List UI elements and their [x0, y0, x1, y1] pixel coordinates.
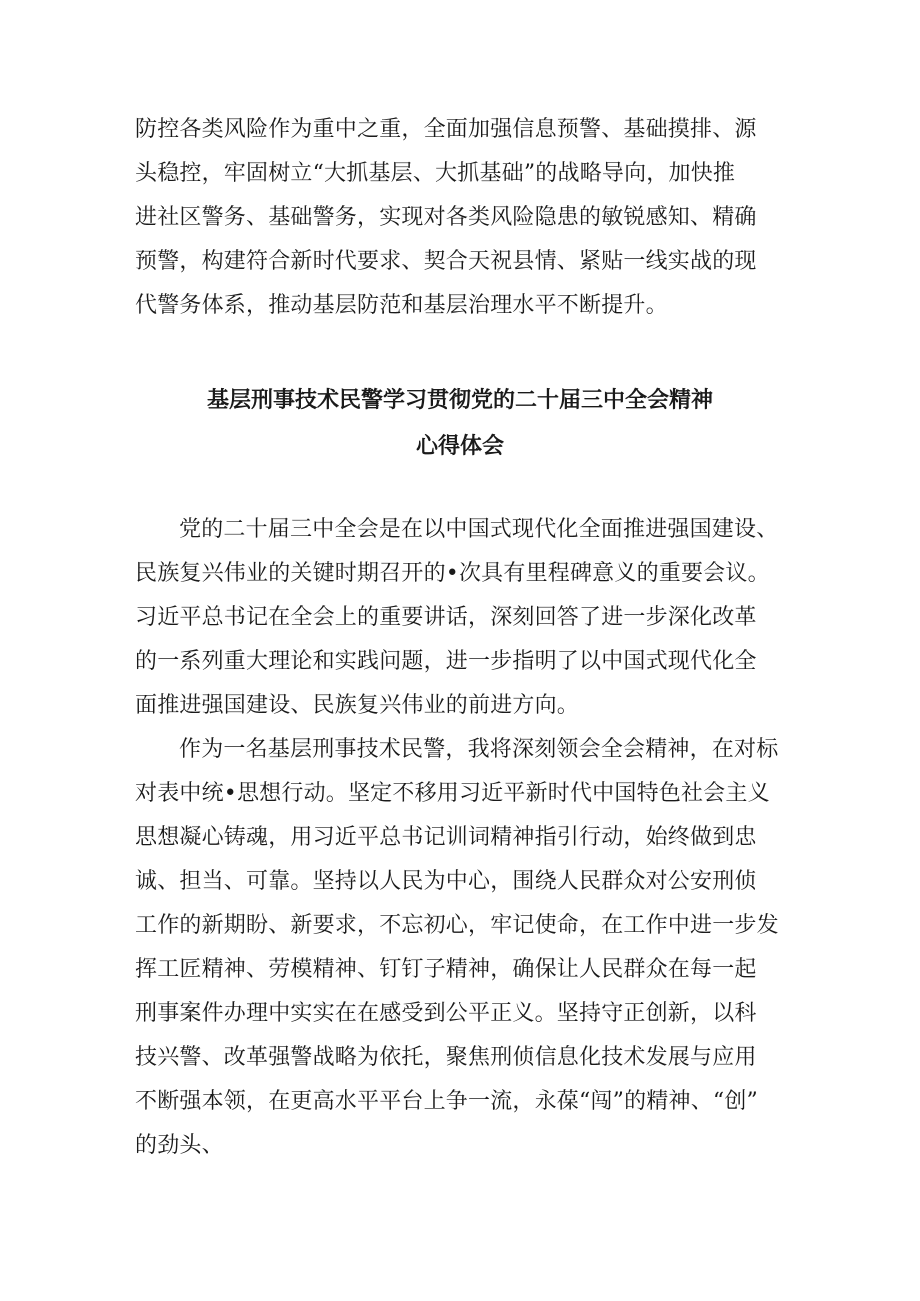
text-line: 挥工匠精神、劳模精神、钉钉子精神，确保让人民群众在每一起	[135, 957, 757, 982]
text-line: 诚、担当、可靠。坚持以人民为中心，围绕人民群众对公安刑侦	[135, 869, 757, 894]
text-line: 的劲头、	[135, 1133, 224, 1158]
text-line: 工作的新期盼、新要求，不忘初心，牢记使命，在工作中进一步发	[135, 913, 779, 938]
paragraph-2	[135, 728, 795, 1168]
text-line: 民族复兴伟业的关键时期召开的•次具有里程碑意义的重要会议。	[135, 561, 770, 586]
text-line: 的一系列重大理论和实践问题，进一步指明了以中国式现代化全	[135, 649, 757, 674]
text-line: 进社区警务、基础警务，实现对各类风险隐患的敏锐感知、精确	[135, 205, 757, 230]
document-title	[0, 378, 920, 470]
text-line: 习近平总书记在全会上的重要讲话，深刻回答了进一步深化改革	[135, 605, 757, 630]
title-line-1: 基层刑事技术民警学习贯彻党的二十届三中全会精神	[206, 388, 713, 413]
text-line: 防控各类风险作为重中之重，全面加强信息预警、基础摸排、源	[135, 117, 757, 142]
text-line: 预警，构建符合新时代要求、契合天祝县情、紧贴一线实战的现	[135, 249, 757, 274]
title-line-2: 心得体会	[415, 434, 504, 459]
continuation-paragraph	[135, 108, 795, 328]
text-line: 头稳控，牢固树立“大抓基层、大抓基础”的战略导向，加快推	[135, 161, 736, 186]
text-line: 党的二十届三中全会是在以中国式现代化全面推进强国建设、	[179, 517, 779, 542]
text-line: 面推进强国建设、民族复兴伟业的前进方向。	[135, 693, 580, 718]
text-line: 思想凝心铸魂，用习近平总书记训词精神指引行动，始终做到忠	[135, 825, 757, 850]
text-line: 不断强本领，在更高水平平台上争一流，永葆“闯”的精神、“创”	[135, 1089, 758, 1114]
text-line: 对表中统•思想行动。坚定不移用习近平新时代中国特色社会主义	[135, 781, 770, 806]
text-line: 作为一名基层刑事技术民警，我将深刻领会全会精神，在对标	[179, 737, 779, 762]
text-line: 技兴警、改革强警战略为依托，聚焦刑侦信息化技术发展与应用	[135, 1045, 757, 1070]
text-line: 代警务体系，推动基层防范和基层治理水平不断提升。	[135, 293, 668, 318]
paragraph-1	[135, 508, 795, 728]
text-line: 刑事案件办理中实实在在感受到公平正义。坚持守正创新，以科	[135, 1001, 757, 1026]
